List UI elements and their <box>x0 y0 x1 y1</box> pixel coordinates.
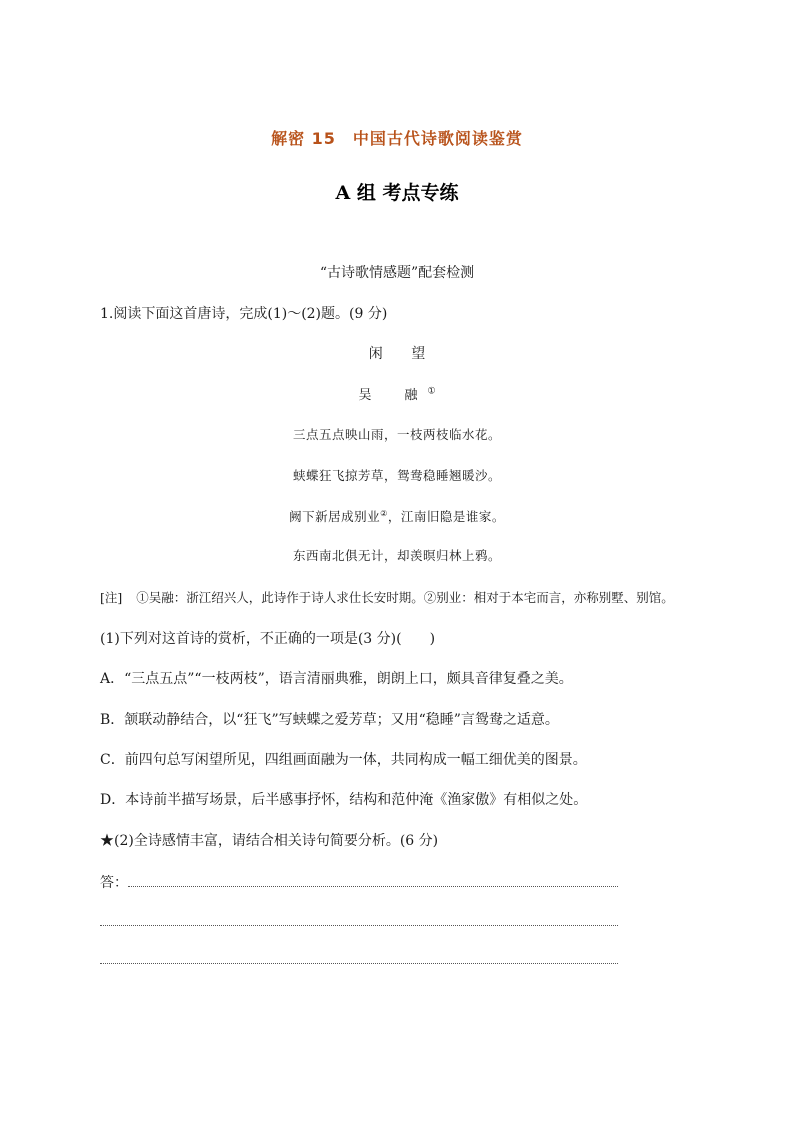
answer-line[interactable] <box>128 886 618 887</box>
poem-line: 东西南北俱无计，却羡暝归林上鸦。 <box>292 548 501 563</box>
annotation <box>100 588 674 606</box>
poem-line-part: ，江南旧隐是谁家。 <box>387 509 505 524</box>
annotation-text: ①吴融：浙江绍兴人，此诗作于诗人求仕长安时期。②别业：相对于本宅而言，亦称别墅、别馆。 <box>136 590 674 605</box>
group-subtitle: A 组 考点专练 <box>335 182 459 204</box>
question-1-prompt: 1.阅读下面这首唐诗，完成(1)～(2)题。(9 分) <box>100 306 388 322</box>
poem-line-part: 阙下新居成别业 <box>289 509 381 524</box>
answer-label: 答： <box>100 875 128 891</box>
annotation-tag: [注] <box>100 590 123 605</box>
sub-question-1: (1)下列对这首诗的赏析，不正确的一项是(3 分)( ) <box>100 631 436 647</box>
section-label: “古诗歌情感题”配套检测 <box>319 265 475 281</box>
option-c[interactable]: C．前四句总写闲望所见，四组画面融为一体，共同构成一幅工细优美的图景。 <box>100 752 587 768</box>
footnote-mark: ① <box>427 386 436 397</box>
poem-author-name: 吴 融 <box>358 388 428 403</box>
option-d[interactable]: D．本诗前半描写场景，后半感事抒怀，结构和范仲淹《渔家傲》有相似之处。 <box>100 792 588 808</box>
option-b[interactable]: B．颔联动静结合，以“狂飞”写蛱蝶之爱芳草；又用“稳睡”言鸳鸯之适意。 <box>100 712 559 728</box>
answer-line[interactable] <box>100 925 618 926</box>
poem-line: 蛱蝶狂飞掠芳草，鸳鸯稳睡翘暖沙。 <box>292 468 501 483</box>
chapter-title: 解密 15 中国古代诗歌阅读鉴赏 <box>271 129 523 148</box>
poem-line: 三点五点映山雨，一枝两枝临水花。 <box>292 427 501 442</box>
answer-line[interactable] <box>100 963 618 964</box>
option-a[interactable]: A．“三点五点”“一枝两枝”，语言清丽典雅，朗朗上口，颇具音律复叠之美。 <box>100 671 573 687</box>
footnote-mark: ② <box>380 508 388 518</box>
sub-question-2: ★(2)全诗感情丰富，请结合相关诗句简要分析。(6 分) <box>100 833 439 849</box>
poem-author <box>0 384 794 403</box>
poem-line <box>0 507 794 525</box>
poem-title: 闲 望 <box>368 346 438 362</box>
